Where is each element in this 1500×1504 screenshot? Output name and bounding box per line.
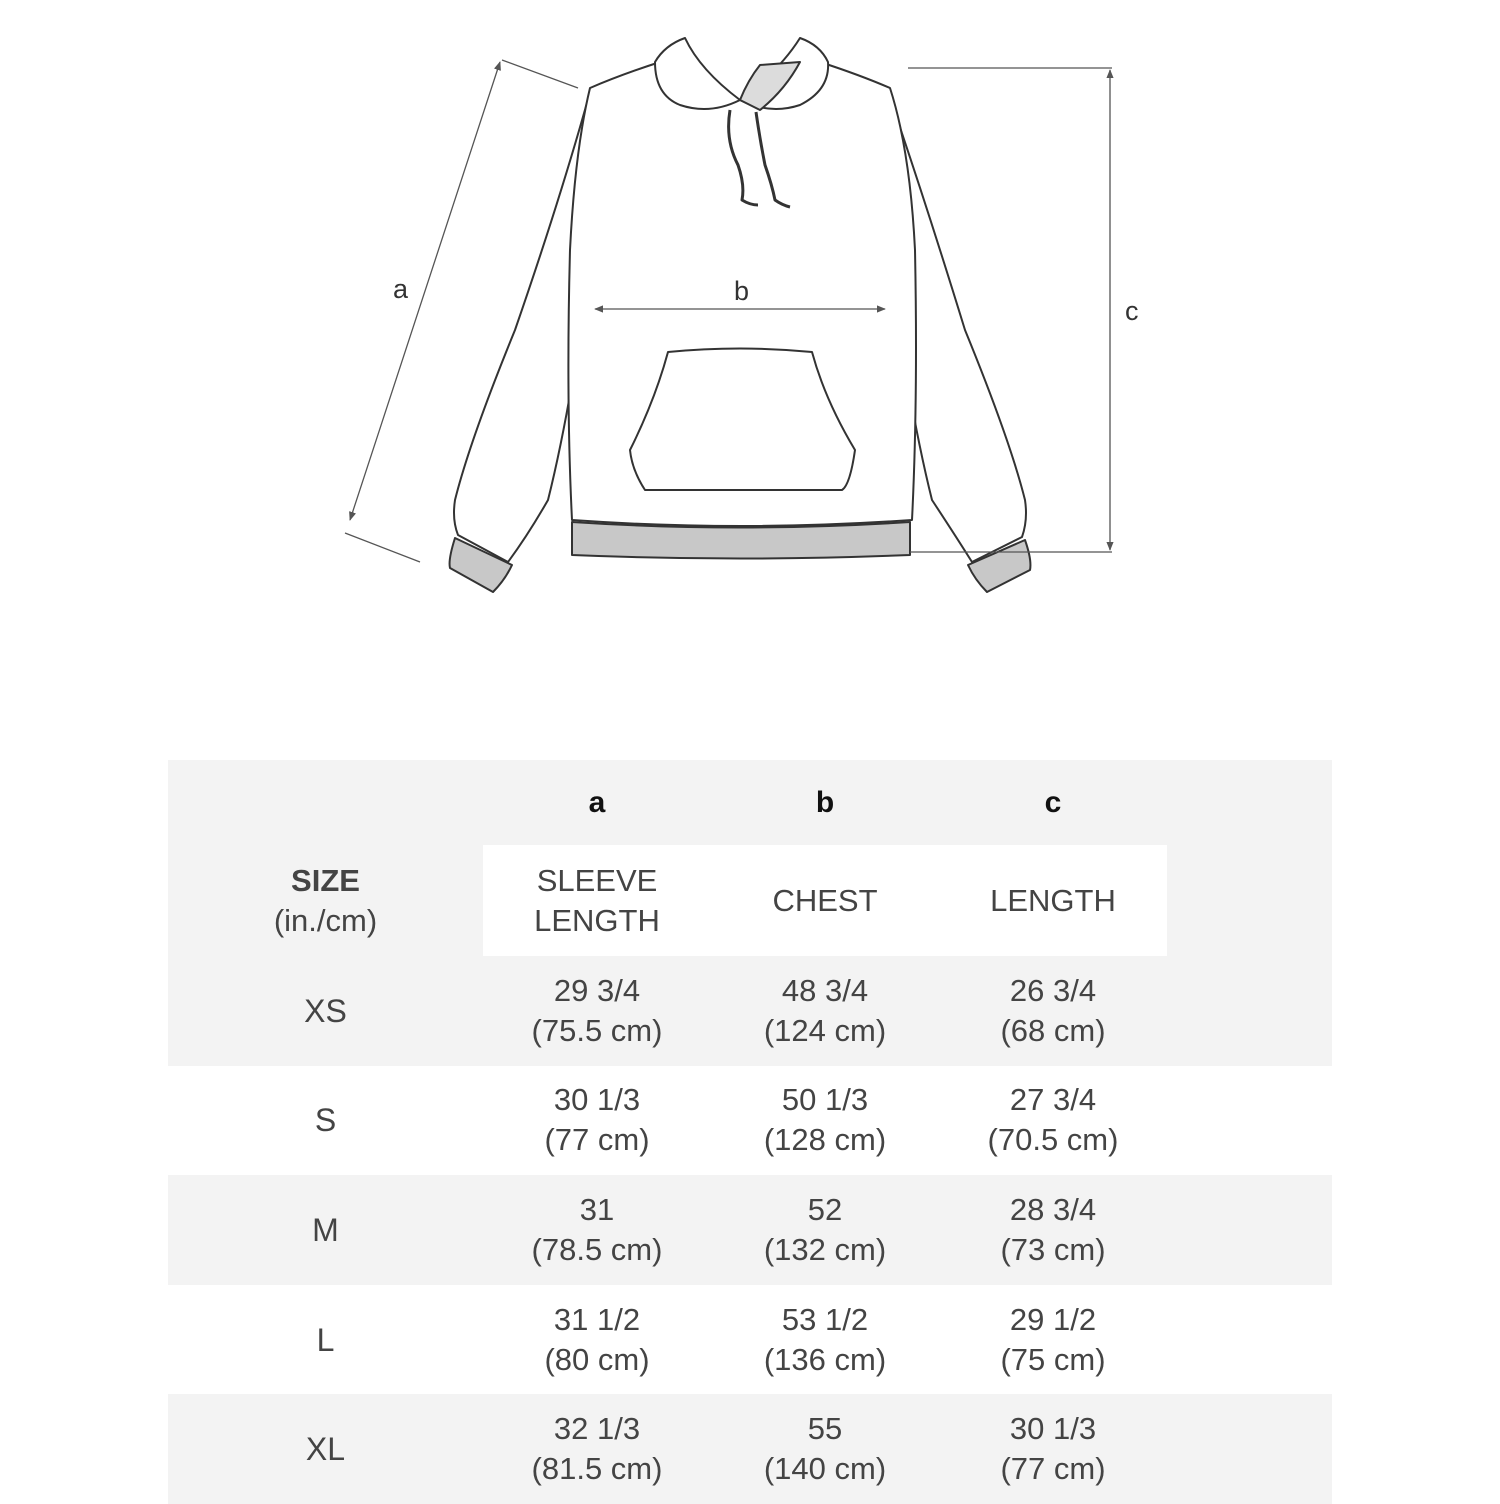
value-in: 27 3/4 [1009,1082,1097,1118]
measure-cell [711,1066,939,1176]
table-row [168,1285,1332,1395]
measure-cell [483,956,711,1066]
table-row [168,956,1332,1066]
measure-cell [483,1285,711,1395]
value-cm: (140 cm) [763,1451,887,1487]
value-cm: (77 cm) [544,1122,650,1158]
size-cell: M [312,1211,339,1248]
measure-cell [483,1394,711,1504]
measure-cell [483,1066,711,1176]
size-cell: S [314,1102,337,1139]
guide-a-bottom-tick [345,533,420,562]
measure-cell [711,1175,939,1285]
measure-cell [711,1394,939,1504]
measure-cell [711,1285,939,1395]
value-in: 50 1/3 [781,1082,869,1118]
size-title: SIZE [291,862,360,898]
measure-cell [711,956,939,1066]
value-cm: (128 cm) [763,1122,887,1158]
measure-cell [939,1394,1167,1504]
value-cm: (77 cm) [1000,1451,1106,1487]
size-cell: XS [304,992,347,1029]
value-in: 48 3/4 [781,972,869,1008]
value-in: 32 1/3 [553,1411,641,1447]
value-cm: (80 cm) [544,1341,650,1377]
value-in: 55 [807,1411,843,1447]
hoodie-diagram [0,0,1500,640]
header-line: LENGTH [990,882,1116,918]
measure-cell [939,956,1167,1066]
value-cm: (124 cm) [763,1012,887,1048]
label-b: b [734,276,750,306]
value-cm: (132 cm) [763,1231,887,1267]
measure-cell [939,1285,1167,1395]
row-pad [1167,1394,1332,1504]
value-in: 53 1/2 [781,1301,869,1337]
column-header-row [168,845,1332,956]
hem-rib [572,522,910,559]
value-cm: (78.5 cm) [531,1231,663,1267]
header-pad [1167,845,1332,956]
row-pad [1167,956,1332,1066]
value-in: 31 [579,1191,615,1227]
label-c: c [1125,296,1139,326]
letter-corner [168,760,483,845]
letter-pad [1167,760,1332,845]
header-chest [711,845,939,956]
value-in: 52 [807,1191,843,1227]
row-pad [1167,1175,1332,1285]
value-in: 29 1/2 [1009,1301,1097,1337]
value-in: 30 1/3 [553,1082,641,1118]
letter-header-row [168,760,1332,845]
guide-a-top-tick [502,60,578,88]
letter-b: b [815,785,835,819]
value-in: 28 3/4 [1009,1191,1097,1227]
value-cm: (75.5 cm) [531,1012,663,1048]
table-row [168,1175,1332,1285]
value-cm: (81.5 cm) [531,1451,663,1487]
header-length [939,845,1167,956]
measure-cell [939,1175,1167,1285]
letter-c: c [1044,785,1062,819]
size-unit: (in./cm) [273,902,378,938]
letter-a: a [588,785,606,819]
table-row [168,1394,1332,1504]
header-line: LENGTH [534,902,660,938]
value-cm: (75 cm) [1000,1341,1106,1377]
value-in: 29 3/4 [553,972,641,1008]
table-row [168,1066,1332,1176]
header-sleeve-length [483,845,711,956]
value-in: 30 1/3 [1009,1411,1097,1447]
size-chart-table [168,760,1332,1504]
header-line: SLEEVE [536,862,658,898]
row-pad [1167,1285,1332,1395]
measure-cell [939,1066,1167,1176]
value-cm: (70.5 cm) [987,1122,1119,1158]
hoodie-drawing [450,38,1031,592]
measure-cell [483,1175,711,1285]
size-cell: XL [305,1431,346,1468]
size-cell: L [316,1321,335,1358]
header-line: CHEST [772,882,878,918]
row-pad [1167,1066,1332,1176]
value-cm: (136 cm) [763,1341,887,1377]
value-cm: (68 cm) [1000,1012,1106,1048]
value-in: 26 3/4 [1009,972,1097,1008]
label-a: a [393,274,409,304]
value-in: 31 1/2 [553,1301,641,1337]
value-cm: (73 cm) [1000,1231,1106,1267]
size-header [168,845,483,956]
